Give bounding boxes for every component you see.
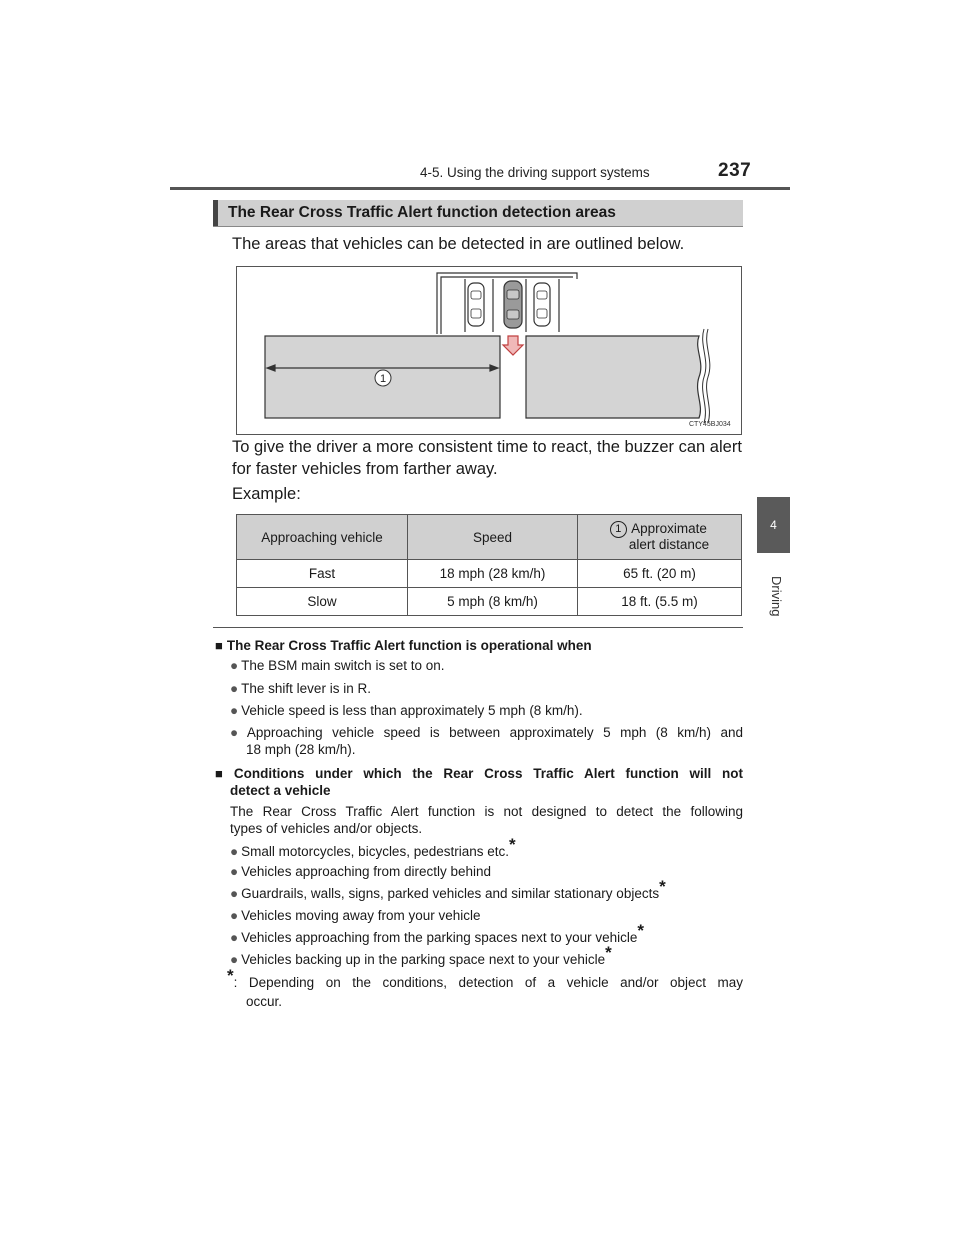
list-item-text: The shift lever is in R. (241, 681, 371, 696)
reverse-arrow-icon (503, 336, 523, 355)
chapter-label (752, 568, 796, 628)
list-item-text: The BSM main switch is set to on. (241, 658, 445, 673)
list-item (230, 835, 516, 859)
cell-speed: 18 mph (28 km/h) (408, 560, 578, 588)
explanation-line-1: To give the driver a more consistent time to react, the buzzer can alert (232, 438, 742, 456)
list-item (230, 877, 666, 901)
conditions-body-line-1: The Rear Cross Traffic Alert function is not designed to detect the following (230, 804, 743, 819)
list-item-text: Vehicles moving away from your vehicle (241, 908, 481, 923)
footnote-text: : Depending on the conditions, detection of a vehicle and/or object may (233, 975, 743, 990)
asterisk-marker: * (659, 877, 666, 896)
bullet-icon: ● (230, 952, 239, 967)
list-item-text: Vehicles approaching from directly behind (241, 864, 492, 879)
conditions-body-line-2: types of vehicles and/or objects. (230, 821, 423, 836)
section-accent (213, 200, 218, 226)
list-item (230, 908, 481, 923)
right-detection-area (526, 336, 701, 418)
header-section-title: 4-5. Using the driving support systems (420, 165, 650, 180)
parked-car-right-icon (534, 283, 550, 326)
table-row (237, 560, 742, 588)
list-item (230, 658, 444, 673)
list-item (230, 943, 612, 967)
own-vehicle-icon (504, 281, 522, 328)
list-item-text: Vehicle speed is less than approximately 5 mph (8 km/h). (241, 703, 583, 718)
footnote-line-1 (227, 966, 743, 990)
heading-marker-icon: ■ (215, 638, 223, 653)
content-divider (213, 627, 743, 628)
col-speed: Speed (408, 515, 578, 560)
asterisk-marker: * (605, 943, 612, 962)
detection-area-diagram (237, 267, 741, 434)
col-alert-distance-line-2: alert distance (628, 537, 710, 552)
operational-heading (215, 638, 592, 653)
example-label: Example: (232, 485, 301, 503)
bullet-icon: ● (230, 886, 239, 901)
cell-vehicle: Fast (237, 560, 408, 588)
callout-number: 1 (379, 373, 387, 385)
list-item (230, 921, 645, 945)
conditions-heading-text: Conditions under which the Rear Cross Traffic Alert function will not (233, 766, 744, 781)
section-title: The Rear Cross Traffic Alert function detection areas (228, 204, 616, 221)
bullet-icon: ● (230, 844, 239, 859)
figure-code: CTY45BJ034 (689, 421, 731, 428)
list-item (230, 681, 371, 696)
break-lines (703, 329, 710, 423)
bullet-icon: ● (230, 864, 239, 879)
alert-distance-table (236, 514, 742, 616)
list-item-continuation: 18 mph (28 km/h). (246, 742, 356, 757)
operational-heading-text: The Rear Cross Traffic Alert function is operational when (226, 638, 592, 653)
detection-area-figure (236, 266, 742, 435)
section-title-bar (213, 200, 743, 226)
footnote-asterisk: * (227, 966, 234, 985)
table-header-row (237, 515, 742, 560)
footnote-line-2: occur. (246, 994, 283, 1009)
list-item (230, 725, 743, 740)
bullet-icon: ● (230, 703, 239, 718)
bullet-icon: ● (230, 658, 239, 673)
chapter-tab[interactable]: 4 (757, 497, 790, 553)
parked-car-left-icon (468, 283, 484, 326)
intro-text: The areas that vehicles can be detected in are outlined below. (232, 235, 685, 253)
conditions-heading-continuation: detect a vehicle (230, 783, 331, 798)
asterisk-marker: * (637, 921, 645, 940)
bullet-icon: ● (230, 908, 239, 923)
list-item-text: Approaching vehicle speed is between approximately 5 mph (8 km/h) and (246, 725, 743, 740)
section-rule (213, 226, 743, 227)
col-alert-distance-line-1: Approximate (631, 521, 707, 536)
cell-distance: 65 ft. (20 m) (578, 560, 742, 588)
bullet-icon: ● (230, 681, 239, 696)
list-item-text: Vehicles backing up in the parking space next to your vehicle (241, 952, 606, 967)
bullet-icon: ● (230, 930, 239, 945)
cell-speed: 5 mph (8 km/h) (408, 588, 578, 616)
bullet-icon: ● (230, 725, 244, 740)
col-alert-distance (578, 515, 742, 560)
table-row (237, 588, 742, 616)
conditions-heading (215, 766, 743, 781)
list-item-text: Vehicles approaching from the parking spaces next to your vehicle (241, 930, 638, 945)
list-item (230, 703, 583, 718)
heading-marker-icon: ■ (215, 766, 230, 781)
col-approaching-vehicle: Approaching vehicle (237, 515, 408, 560)
chapter-name: Driving (769, 576, 784, 617)
list-item-text: Guardrails, walls, signs, parked vehicles and similar stationary objects (241, 886, 660, 901)
list-item (230, 864, 491, 879)
explanation-line-2: for faster vehicles from farther away. (232, 460, 498, 478)
callout-badge: 1 (610, 521, 627, 538)
header-rule (170, 187, 790, 190)
cell-distance: 18 ft. (5.5 m) (578, 588, 742, 616)
page-number: 237 (718, 160, 752, 181)
asterisk-marker: * (509, 835, 516, 854)
list-item-text: Small motorcycles, bicycles, pedestrians etc. (241, 844, 510, 859)
cell-vehicle: Slow (237, 588, 408, 616)
